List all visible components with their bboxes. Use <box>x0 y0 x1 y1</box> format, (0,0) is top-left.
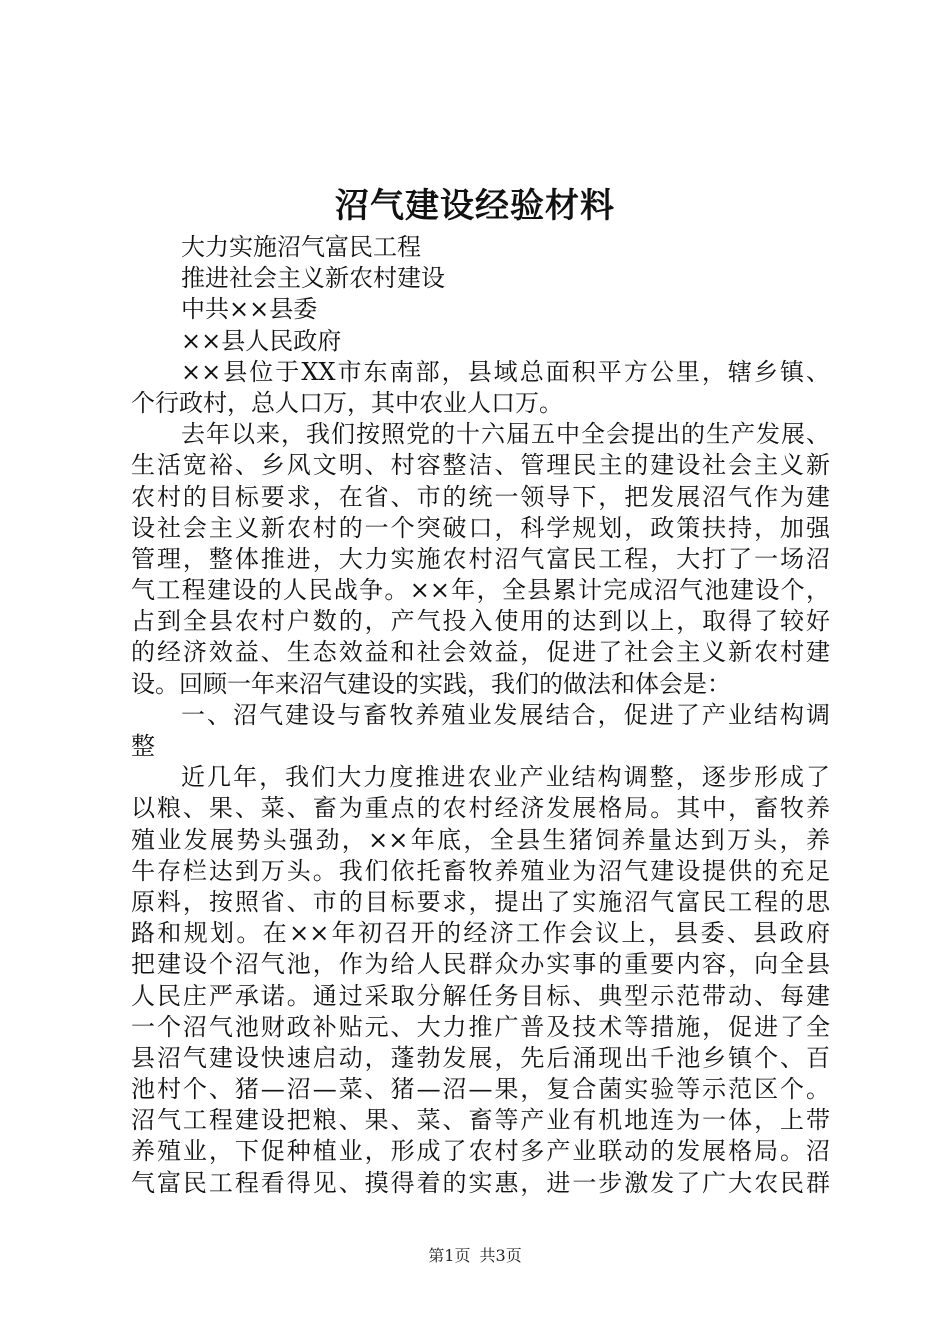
page-number: 第1页 <box>428 1246 471 1265</box>
section-heading-line: 一、沼气建设与畜牧养殖业发展结合，促进了产业结构调 <box>181 700 830 729</box>
paragraph-line: 的经济效益、生态效益和社会效益，促进了社会主义新农村建 <box>131 638 830 667</box>
paragraph-line: 县沼气建设快速启动，蓬勃发展，先后涌现出千池乡镇个、百 <box>131 1043 830 1072</box>
paragraph-line: ××县位于XX市东南部，县域总面积平方公里，辖乡镇、 <box>181 357 830 386</box>
paragraph-line: 去年以来，我们按照党的十六届五中全会提出的生产发展、 <box>181 420 830 449</box>
paragraph-line: 近几年，我们大力度推进农业产业结构调整，逐步形成了 <box>181 763 830 792</box>
paragraph-line: 生活宽裕、乡风文明、村容整洁、管理民主的建设社会主义新 <box>131 451 830 480</box>
author-line: ××县人民政府 <box>181 326 342 355</box>
paragraph-line: 原料，按照省、市的目标要求，提出了实施沼气富民工程的思 <box>131 887 830 916</box>
page-footer <box>0 1246 950 1266</box>
section-heading-line: 整 <box>131 732 155 760</box>
document-title: 沼气建设经验材料 <box>335 186 615 226</box>
paragraph-line: 以粮、果、菜、畜为重点的农村经济发展格局。其中，畜牧养 <box>131 794 830 823</box>
paragraph-line: 农村的目标要求，在省、市的统一领导下，把发展沼气作为建 <box>131 482 830 511</box>
paragraph-line: 占到全县农村户数的，产气投入使用的达到以上，取得了较好 <box>131 607 830 636</box>
paragraph-line: 人民庄严承诺。通过采取分解任务目标、典型示范带动、每建 <box>131 981 830 1010</box>
paragraph-line: 设社会主义新农村的一个突破口，科学规划，政策扶持，加强 <box>131 513 830 542</box>
paragraph-line: 设。回顾一年来沼气建设的实践，我们的做法和体会是： <box>131 669 731 698</box>
paragraph-line: 个行政村，总人口万，其中农业人口万。 <box>131 388 563 417</box>
subtitle-line: 推进社会主义新农村建设 <box>181 264 445 293</box>
paragraph-line: 把建设个沼气池，作为给人民群众办实事的重要内容，向全县 <box>131 950 830 979</box>
paragraph-line: 池村个、猪—沼—菜、猪—沼—果，复合菌实验等示范区个。 <box>131 1075 830 1104</box>
paragraph-line: 养殖业，下促种植业，形成了农村多产业联动的发展格局。沼 <box>131 1137 830 1166</box>
paragraph-line: 路和规划。在××年初召开的经济工作会议上，县委、县政府 <box>131 919 830 948</box>
paragraph-line: 殖业发展势头强劲，××年底，全县生猪饲养量达到万头，养 <box>131 825 830 854</box>
paragraph-line: 管理，整体推进，大力实施农村沼气富民工程，大打了一场沼 <box>131 544 830 573</box>
paragraph-line: 气工程建设的人民战争。××年，全县累计完成沼气池建设个， <box>131 576 830 605</box>
subtitle-line: 大力实施沼气富民工程 <box>181 233 421 261</box>
paragraph-line: 气富民工程看得见、摸得着的实惠，进一步激发了广大农民群 <box>131 1168 830 1197</box>
page-total: 共3页 <box>479 1246 522 1265</box>
author-line: 中共××县委 <box>181 295 318 324</box>
paragraph-line: 牛存栏达到万头。我们依托畜牧养殖业为沼气建设提供的充足 <box>131 856 830 885</box>
paragraph-line: 一个沼气池财政补贴元、大力推广普及技术等措施，促进了全 <box>131 1012 830 1041</box>
document-body <box>131 232 830 1199</box>
paragraph-line: 沼气工程建设把粮、果、菜、畜等产业有机地连为一体，上带 <box>131 1106 830 1135</box>
